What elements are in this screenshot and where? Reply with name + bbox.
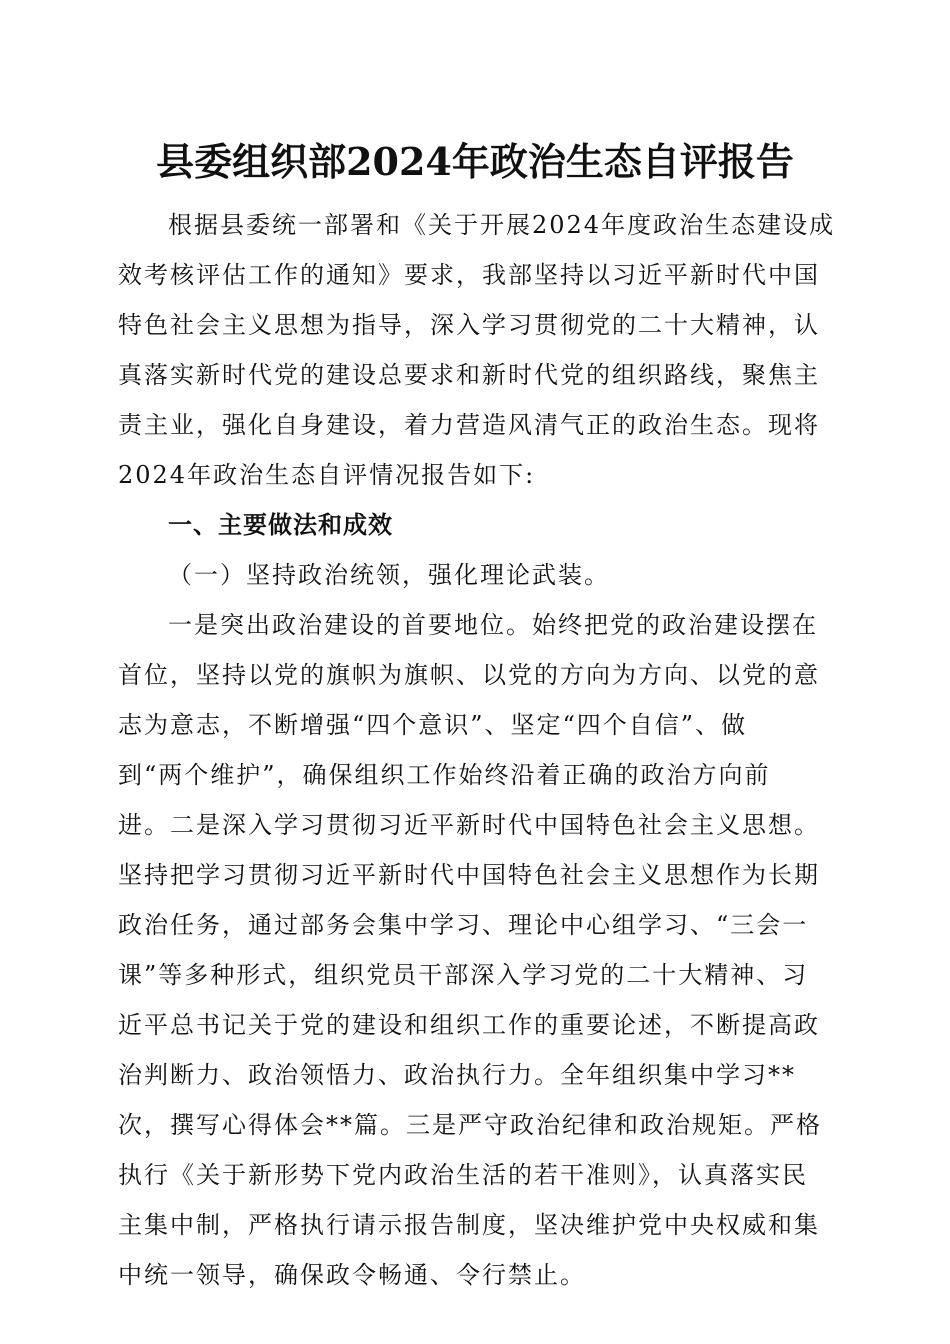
intro-line: 特色社会主义思想为指导，深入学习贯彻党的二十大精神，认: [118, 311, 820, 339]
body-line: 进。二是深入学习贯彻习近平新时代中国特色社会主义思想。: [118, 811, 820, 839]
body-line: 中统一领导，确保政令畅通、令行禁止。: [118, 1261, 586, 1289]
body-line: 到“两个维护”，确保组织工作始终沿着正确的政治方向前: [118, 761, 771, 789]
intro-line: 2024年政治生态自评情况报告如下:: [118, 461, 536, 489]
body-line: 主集中制，严格执行请示报告制度，坚决维护党中央权威和集: [118, 1211, 820, 1239]
body-line: 课”等多种形式，组织党员干部深入学习党的二十大精神、习: [118, 961, 809, 989]
body-line: 首位，坚持以党的旗帜为旗帜、以党的方向为方向、以党的意: [118, 661, 820, 689]
body-line: 近平总书记关于党的建设和组织工作的重要论述，不断提高政: [118, 1011, 820, 1039]
body-line: 志为意志，不断增强“四个意识”、坚定“四个自信”、做: [118, 711, 748, 739]
subsection-heading: （一）坚持政治统领，强化理论武装。: [168, 561, 610, 589]
intro-line: 责主业，强化自身建设，着力营造风清气正的政治生态。现将: [118, 411, 820, 439]
intro-line: 根据县委统一部署和《关于开展2024年度政治生态建设成: [168, 211, 836, 239]
body-line: 治判断力、政治领悟力、政治执行力。全年组织集中学习**: [118, 1061, 796, 1089]
body-line: 次，撰写心得体会**篇。三是严守政治纪律和政治规矩。严格: [118, 1111, 822, 1139]
intro-line: 效考核评估工作的通知》要求，我部坚持以习近平新时代中国: [118, 261, 820, 289]
intro-line: 真落实新时代党的建设总要求和新时代党的组织路线，聚焦主: [118, 361, 820, 389]
document-title: 县委组织部2024年政治生态自评报告: [156, 139, 794, 184]
body-line: 政治任务，通过部务会集中学习、理论中心组学习、“三会一: [118, 911, 809, 939]
body-line: 坚持把学习贯彻习近平新时代中国特色社会主义思想作为长期: [118, 861, 820, 889]
section-heading: 一、主要做法和成效: [168, 511, 393, 539]
body-line: 执行《关于新形势下党内政治生活的若干准则》，认真落实民: [118, 1161, 808, 1189]
body-line: 一是突出政治建设的首要地位。始终把党的政治建设摆在: [168, 611, 818, 639]
